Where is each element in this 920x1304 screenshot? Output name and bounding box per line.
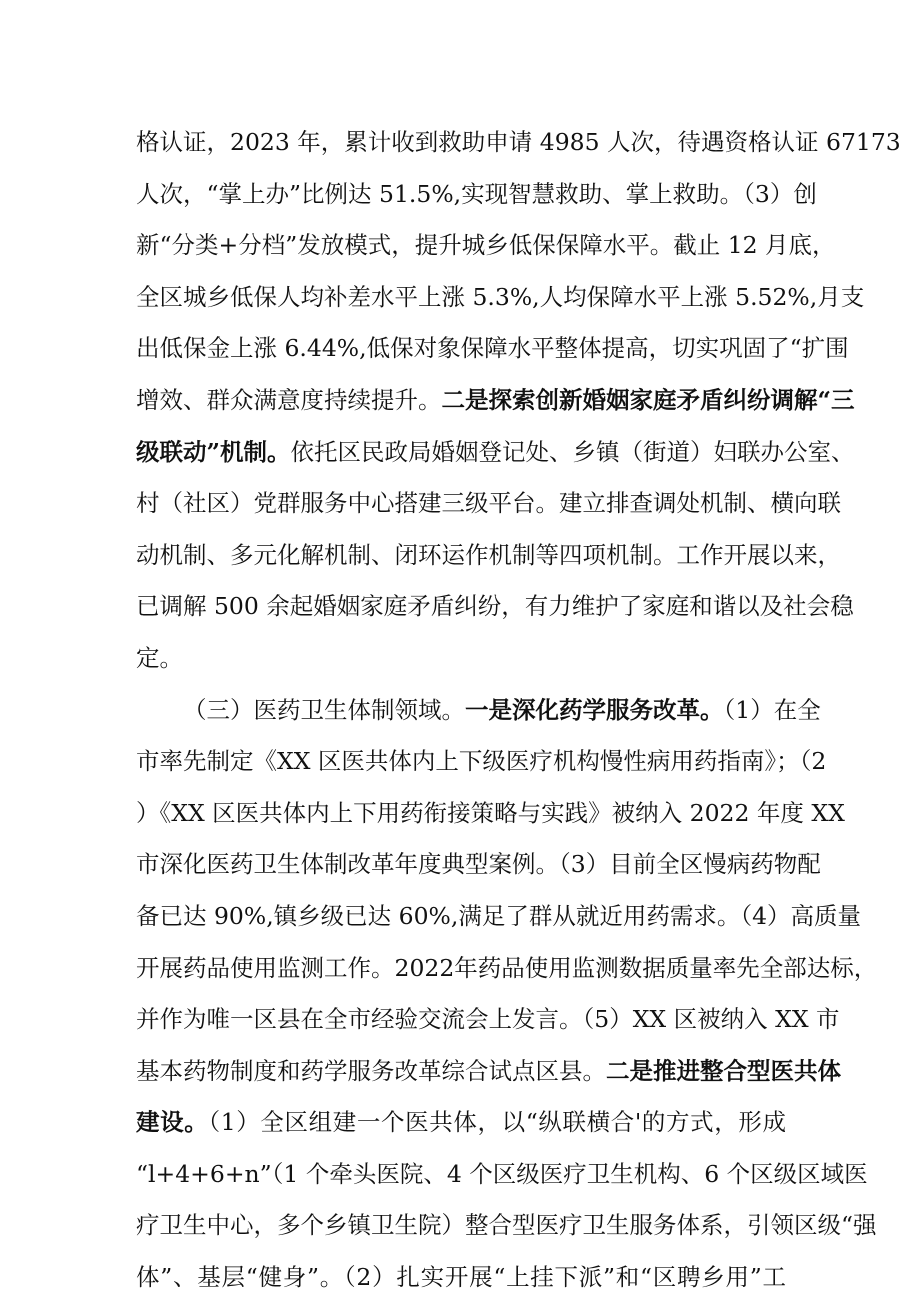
bold-text-segment: 二是探索创新婚姻家庭矛盾纠纷调解“三 bbox=[441, 385, 855, 414]
text-line bbox=[136, 427, 855, 479]
text-line bbox=[136, 943, 878, 995]
text-segment: 新“分类+分档”发放模式，提升城乡低保保障水平。截止 12 月底， bbox=[136, 231, 836, 260]
text-segment: 并作为唯一区县在全市经验交流会上发言。（5）XX 区被纳入 XX 市 bbox=[136, 1005, 840, 1034]
text-line bbox=[136, 1097, 786, 1149]
bold-text-segment: 一是深化药学服务改革。 bbox=[465, 695, 724, 724]
text-segment: 基本药物制度和药学服务改革综合试点区县。 bbox=[136, 1056, 606, 1085]
body-text bbox=[136, 117, 901, 1304]
text-line bbox=[136, 1200, 877, 1252]
text-line bbox=[136, 169, 817, 221]
text-line bbox=[136, 685, 821, 737]
bold-text-segment: 二是推进整合型医共体 bbox=[606, 1056, 841, 1085]
text-segment: “l+4+6+n”（1 个牵头医院、4 个区级医疗卫生机构、6 个区级区域医 bbox=[136, 1159, 868, 1188]
text-segment: 增效、群众满意度持续提升。 bbox=[136, 385, 442, 414]
text-segment: 开展药品使用监测工作。2022年药品使用监测数据质量率先全部达标， bbox=[136, 953, 878, 982]
text-segment: 动机制、多元化解机制、闭环运作机制等四项机制。工作开展以来， bbox=[136, 540, 841, 569]
text-line bbox=[136, 1046, 841, 1098]
text-segment: 村（社区）党群服务中心搭建三级平台。建立排查调处机制、横向联 bbox=[136, 489, 841, 518]
text-segment: （三）医药卫生体制领域。 bbox=[183, 695, 465, 724]
text-segment: ）《XX 区医共体内上下用药衔接策略与实践》被纳入 2022 年度 XX bbox=[136, 798, 845, 827]
text-line bbox=[136, 272, 865, 324]
text-segment: 格认证，2023 年，累计收到救助申请 4985 人次，待遇资格认证 67173 bbox=[136, 128, 901, 156]
text-segment: 定。 bbox=[136, 643, 183, 672]
bold-text-segment: 级联动”机制。 bbox=[136, 437, 291, 466]
text-segment: 全区城乡低保人均补差水平上涨 5.3%,人均保障水平上涨 5.52%,月支 bbox=[136, 282, 865, 311]
text-line bbox=[136, 323, 849, 375]
text-line bbox=[136, 994, 840, 1046]
text-segment: 依托区民政局婚姻登记处、乡镇（街道）妇联办公室、 bbox=[290, 437, 855, 466]
text-line bbox=[136, 1252, 786, 1304]
text-line bbox=[136, 1149, 868, 1201]
text-line bbox=[136, 839, 821, 891]
text-line bbox=[136, 530, 841, 582]
text-segment: 体”、基层“健身”。（2）扎实开展“上挂下派”和“区聘乡用”工 bbox=[136, 1263, 786, 1292]
text-line bbox=[136, 736, 827, 788]
bold-text-segment: 建设。 bbox=[136, 1108, 209, 1137]
text-line bbox=[136, 633, 786, 685]
text-line bbox=[136, 117, 901, 169]
text-segment: 备已达 90%,镇乡级已达 60%,满足了群从就近用药需求。（4）高质量 bbox=[136, 901, 862, 930]
text-segment: （1）全区组建一个医共体，以“纵联横合'的方式，形成 bbox=[208, 1108, 786, 1137]
text-segment: （1）在全 bbox=[723, 695, 821, 724]
text-segment: 出低保金上涨 6.44%,低保对象保障水平整体提高，切实巩固了“扩围 bbox=[136, 334, 849, 363]
text-line bbox=[136, 581, 854, 633]
text-segment: 人次，“掌上办”比例达 51.5%,实现智慧救助、掌上救助。（3）创 bbox=[136, 179, 817, 208]
text-segment: 已调解 500 余起婚姻家庭矛盾纠纷，有力维护了家庭和谐以及社会稳 bbox=[136, 592, 854, 621]
text-line bbox=[136, 788, 845, 840]
text-line bbox=[136, 220, 836, 272]
text-segment: 市深化医药卫生体制改革年度典型案例。（3）目前全区慢病药物配 bbox=[136, 850, 821, 879]
text-segment: 市率先制定《XX 区医共体内上下级医疗机构慢性病用药指南》；（2 bbox=[136, 747, 827, 776]
text-segment: 疗卫生中心，多个乡镇卫生院）整合型医疗卫生服务体系，引领区级“强 bbox=[136, 1211, 877, 1240]
text-line bbox=[136, 375, 855, 427]
text-line bbox=[136, 478, 841, 530]
text-line bbox=[136, 891, 862, 943]
